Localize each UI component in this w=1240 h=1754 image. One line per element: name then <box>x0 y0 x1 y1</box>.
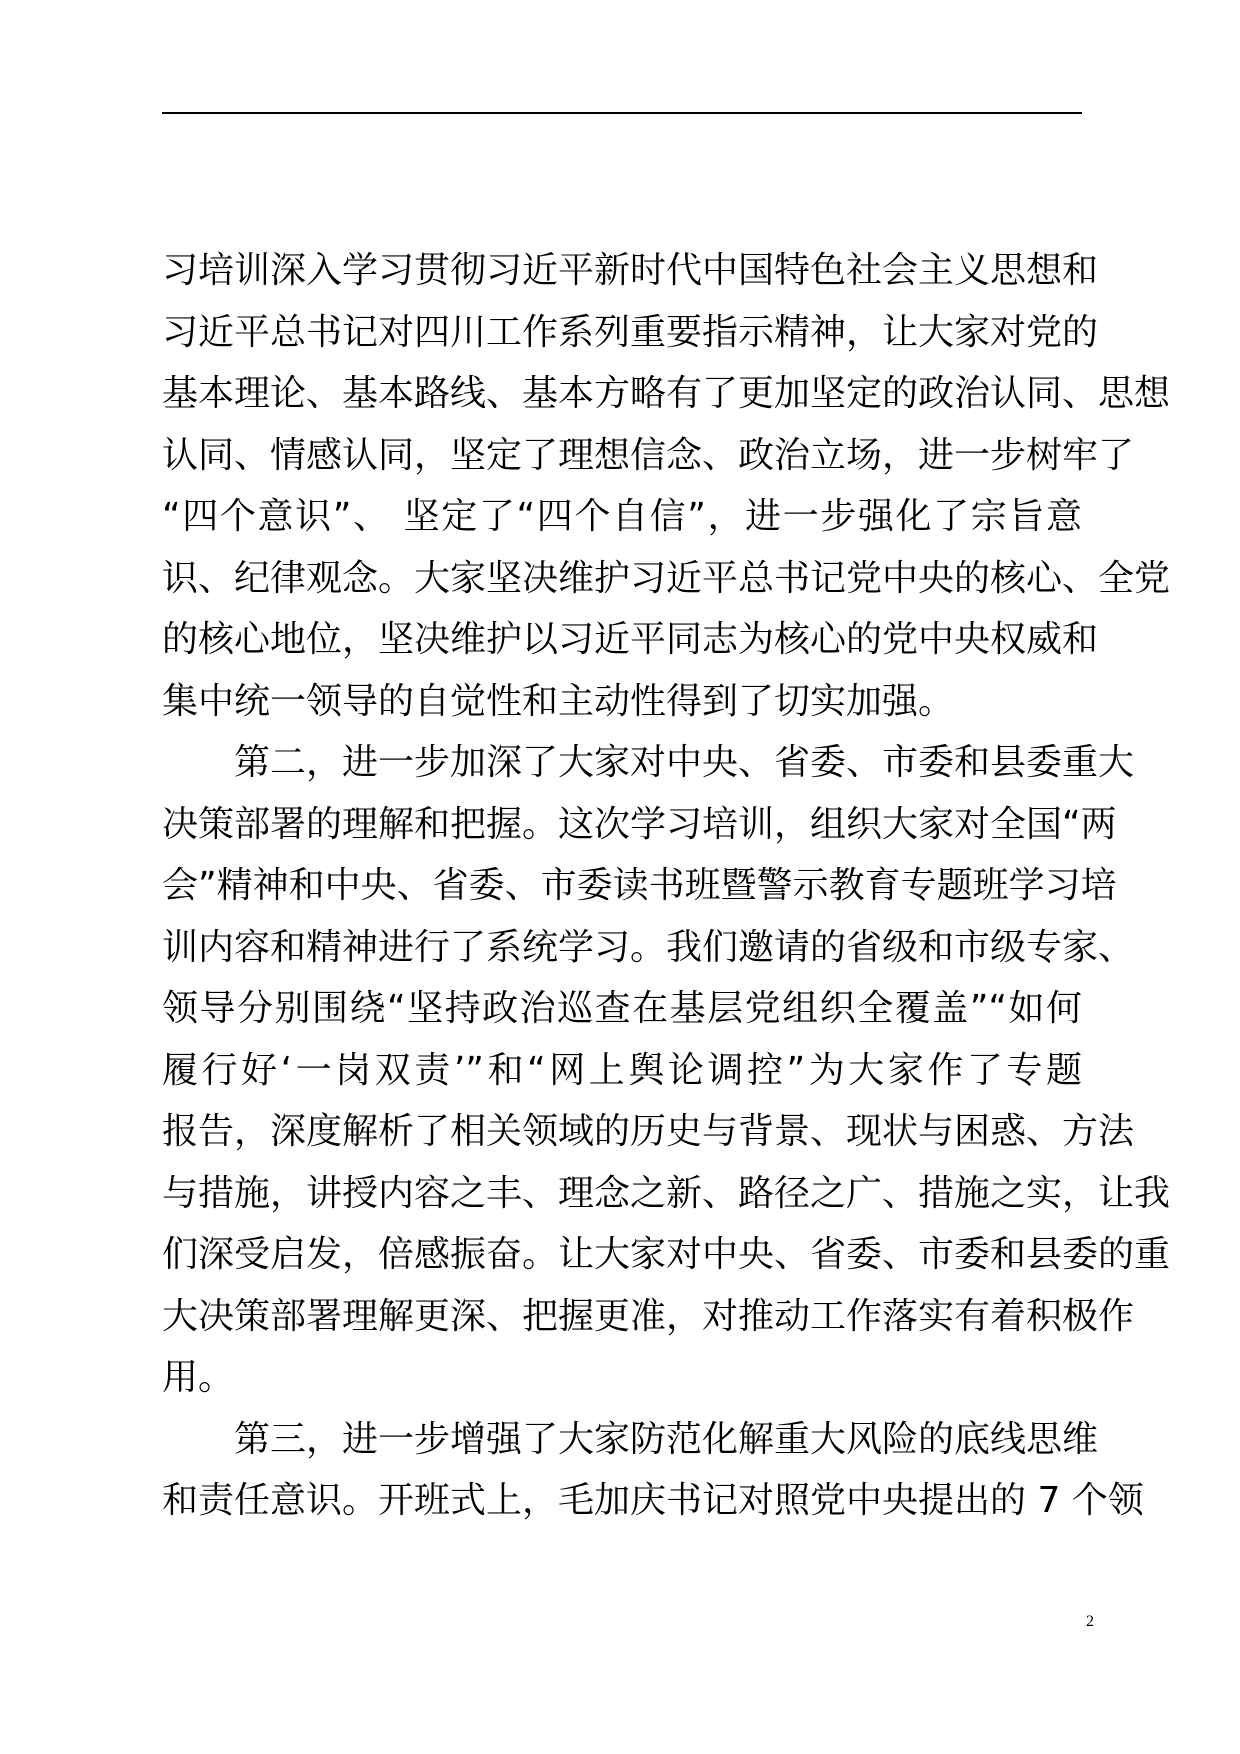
text-line: 和责任意识。开班式上，毛加庆书记对照党中央提出的 7 个领 <box>162 1480 1144 1521</box>
text-line: 决策部署的理解和把握。这次学习培训，组织大家对全国“两 <box>162 803 1117 845</box>
text-line: 报告，深度解析了相关领域的历史与背景、现状与困惑、方法 <box>162 1111 1135 1152</box>
text-line: 履行好‘一岗双责’”和“网上舆论调控”为大家作了专题 <box>162 1049 1082 1091</box>
text-line: 第三，进一步增强了大家防范化解重大风险的底线思维 <box>234 1418 1099 1460</box>
text-line: 的核心地位，坚决维护以习近平同志为核心的党中央权威和 <box>162 619 1099 660</box>
text-line: 大决策部署理解更深、把握更准，对推动工作落实有着积极作 <box>162 1295 1135 1337</box>
text-line: “四个意识”、 坚定了“四个自信”，进一步强化了宗旨意 <box>162 496 1082 537</box>
text-line: 集中统一领导的自觉性和主动性得到了切实加强。 <box>162 680 955 722</box>
text-line: 领导分别围绕“坚持政治巡查在基层党组织全覆盖”“如何 <box>162 988 1082 1029</box>
text-line: 第二，进一步加深了大家对中央、省委、市委和县委重大 <box>234 742 1135 783</box>
text-line: 会”精神和中央、省委、市委读书班暨警示教育专题班学习培 <box>162 865 1117 906</box>
page-number: 2 <box>1086 1613 1094 1630</box>
text-line: 用。 <box>162 1357 235 1398</box>
text-line: 识、纪律观念。大家坚决维护习近平总书记党中央的核心、全党 <box>162 557 1171 599</box>
body-text <box>162 240 1171 1532</box>
text-line: 认同、情感认同，坚定了理想信念、政治立场，进一步树牢了 <box>162 434 1135 476</box>
text-line: 训内容和精神进行了系统学习。我们邀请的省级和市级专家、 <box>162 926 1135 968</box>
text-line: 与措施，讲授内容之丰、理念之新、路径之广、措施之实，让我 <box>162 1172 1171 1214</box>
text-line: 基本理论、基本路线、基本方略有了更加坚定的政治认同、思想 <box>162 373 1171 414</box>
header-rule <box>162 112 1082 114</box>
text-line: 习培训深入学习贯彻习近平新时代中国特色社会主义思想和 <box>162 250 1099 291</box>
text-line: 习近平总书记对四川工作系列重要指示精神，让大家对党的 <box>162 311 1099 353</box>
text-line: 们深受启发，倍感振奋。让大家对中央、省委、市委和县委的重 <box>162 1234 1171 1275</box>
